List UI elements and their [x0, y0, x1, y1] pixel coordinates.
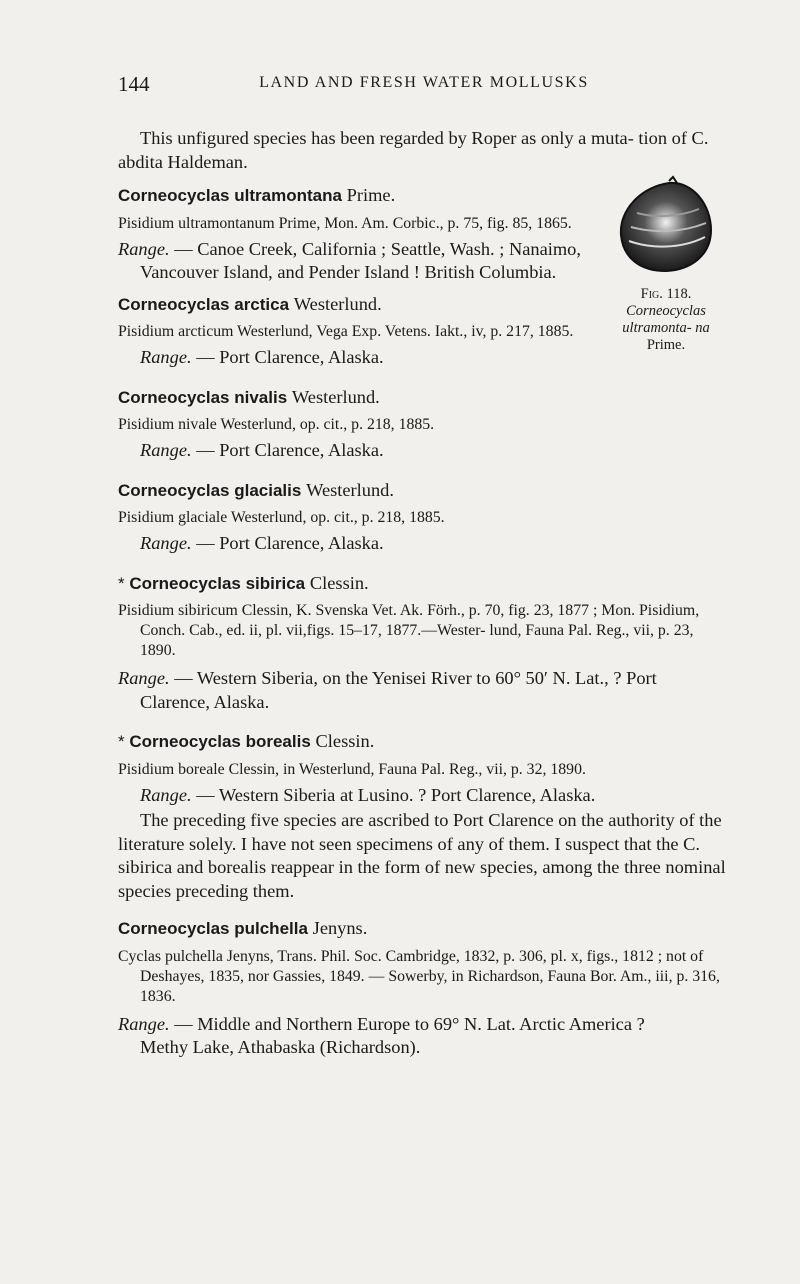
- species-heading: Corneocyclas nivalis Westerlund.: [118, 386, 380, 407]
- species-heading: * Corneocyclas borealis Clessin.: [118, 731, 375, 751]
- species-heading: Corneocyclas pulchella Jenyns.: [118, 918, 368, 938]
- range: Range. — Port Clarence, Alaska.: [140, 440, 384, 460]
- citation: Pisidium boreale Clessin, in Westerlund, Fauna Pal. Reg., vii, p. 32, 1890.: [118, 760, 586, 778]
- species-heading: * Corneocyclas sibirica Clessin.: [118, 572, 369, 593]
- figure-caption-author: Prime.: [646, 337, 686, 353]
- running-title: LAND AND FRESH WATER MOLLUSKS: [259, 74, 589, 91]
- page-header: [118, 72, 730, 102]
- range: Range. — Port Clarence, Alaska.: [140, 347, 384, 367]
- entry-glacialis: [118, 479, 730, 556]
- species-heading: Corneocyclas ultramontana Prime.: [118, 185, 396, 205]
- citation: Cyclas pulchella Jenyns, Trans. Phil. Soc. Cambridge, 1832, p. 306, pl. x, figs., 1812 ; not of Deshayes, 1835, nor Gassies, 1849. — Sowerby, in Richardson, Fauna Bor. Am., iii, p. 316, 1836.: [118, 947, 720, 1005]
- intro-paragraph: This unfigured species has been regarded by Roper as only a muta- tion of C. abdita Haldeman.: [118, 128, 709, 172]
- entry-ultramontana: [118, 184, 730, 285]
- entry-arctica: [118, 293, 730, 370]
- body-text: [118, 127, 730, 1060]
- citation: Pisidium glaciale Westerlund, op. cit., p. 218, 1885.: [118, 509, 445, 526]
- entry-pulchella: [118, 917, 730, 1060]
- figure-label: Fig. 118.: [640, 286, 692, 302]
- range: Range. — Western Siberia, on the Yenisei River to 60° 50′ N. Lat., ? Port Clarence, Alaska.: [118, 668, 657, 712]
- range: Range. — Port Clarence, Alaska.: [140, 533, 384, 553]
- entry-nivalis: [118, 386, 730, 463]
- citation: Pisidium arcticum Westerlund, Vega Exp. Vetens. Iakt., iv, p. 217, 1885.: [118, 323, 574, 340]
- remark-paragraph: The preceding five species are ascribed to Port Clarence on the authority of the literature solely. I have not seen specimens of any of them. I suspect that the C. sibirica and borealis reappear in the form of new species, among the three nominal species preceding them.: [118, 810, 726, 901]
- locality-line: Methy Lake, Athabaska (Richardson).: [140, 1037, 421, 1057]
- citation: Pisidium nivale Westerlund, op. cit., p. 218, 1885.: [118, 416, 435, 433]
- page-number: 144: [118, 72, 150, 96]
- range: Range. — Western Siberia at Lusino. ? Port Clarence, Alaska.: [140, 784, 596, 805]
- entry-borealis: [118, 730, 730, 903]
- figure-caption-name: Corneocyclas ultramonta- na: [622, 303, 710, 336]
- citation: Pisidium sibiricum Clessin, K. Svenska Vet. Ak. Förh., p. 70, fig. 23, 1877 ; Mon. Pisidium, Conch. Cab., ed. ii, pl. vii,figs. 15–17, 1877.—Wester- lund, Fauna Pal. Reg., vii, p. 23, 1890.: [118, 602, 700, 659]
- range: Range. — Canoe Creek, California ; Seattle, Wash. ; Nanaimo, Vancouver Island, and Pender Island ! British Columbia.: [118, 238, 581, 282]
- citation: Pisidium ultramontanum Prime, Mon. Am. Corbic., p. 75, fig. 85, 1865.: [118, 214, 572, 232]
- species-heading: Corneocyclas arctica Westerlund.: [118, 293, 382, 314]
- species-heading: Corneocyclas glacialis Westerlund.: [118, 479, 394, 500]
- range: Range. — Middle and Northern Europe to 69° N. Lat. Arctic America ?: [118, 1013, 645, 1034]
- entry-sibirica: [118, 572, 730, 715]
